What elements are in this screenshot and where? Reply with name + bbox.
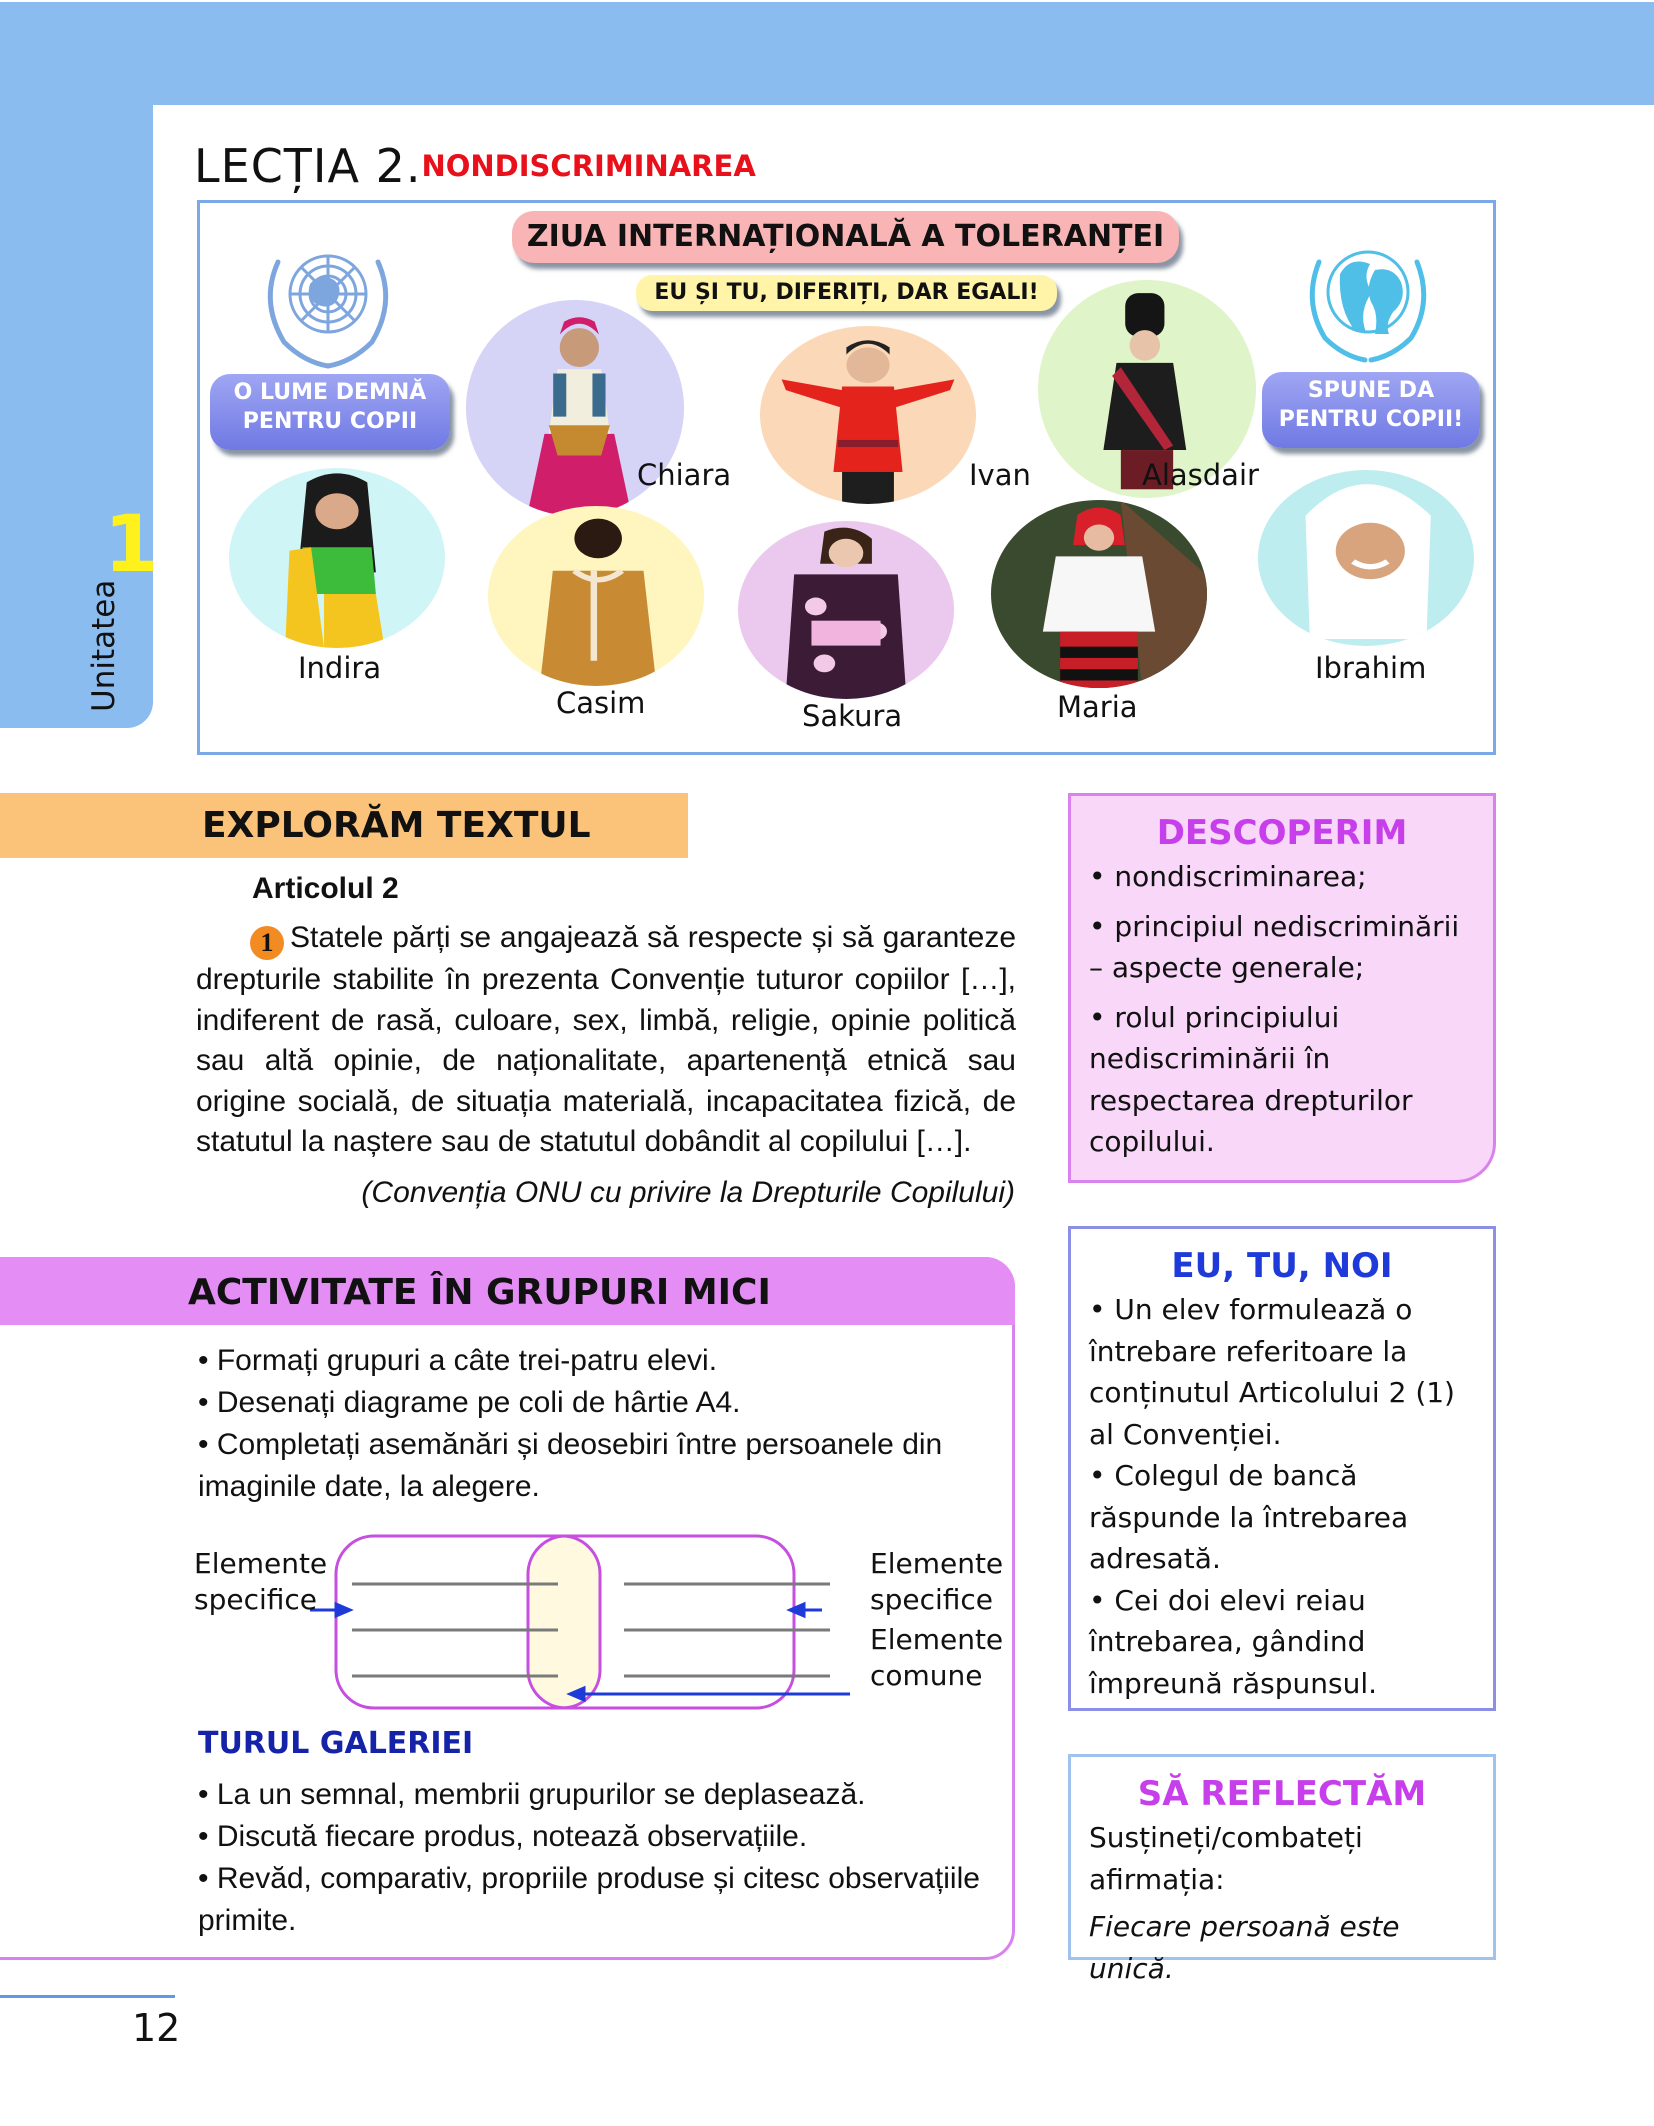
gallery-item: • Revăd, comparativ, propriile produse și citesc observațiile primite. bbox=[198, 1862, 980, 1937]
eu-tu-noi-list bbox=[1089, 1289, 1475, 1704]
eu-tu-noi-item: • Colegul de bancă răspunde la întrebarea adresată. bbox=[1089, 1459, 1409, 1575]
page-number: 12 bbox=[132, 2006, 181, 2050]
label-line: Elemente bbox=[194, 1547, 328, 1580]
reflect-quote: Fiecare persoană este unică. bbox=[1089, 1910, 1400, 1985]
activity-instructions bbox=[198, 1340, 998, 1508]
article-title: Articolul 2 bbox=[252, 872, 399, 905]
name-chiara: Chiara bbox=[637, 458, 732, 492]
discover-box bbox=[1068, 793, 1496, 1183]
name-sakura: Sakura bbox=[802, 699, 903, 733]
discover-item: • rolul principiului nediscriminării în respectarea drepturilor copilului. bbox=[1089, 1000, 1413, 1158]
activity-heading: ACTIVITATE ÎN GRUPURI MICI bbox=[188, 1272, 771, 1313]
paragraph-number-badge: 1 bbox=[250, 926, 284, 960]
eu-tu-noi-heading: EU, TU, NOI bbox=[1171, 1246, 1393, 1286]
article-paragraph: Statele părți se angajează să respecte și să garanteze drepturile stabilite în prezenta Convenție tuturor copiilor […], indiferent de rasă, culoare, sex, limbă, religie, opinie politică sau altă opinie, de naționalitate, apartenență etnică sau origine socială, de situația materială, incapacitatea fizică, de statutul la naștere sau de statutul dobândit al copilului […]. bbox=[196, 921, 1016, 1158]
tolerance-day-banner: ZIUA INTERNAȚIONALĂ A TOLERANȚEI bbox=[512, 211, 1179, 263]
name-maria: Maria bbox=[1057, 690, 1138, 724]
eu-tu-noi-box bbox=[1068, 1226, 1496, 1711]
eu-tu-noi-item: • Cei doi elevi reiau întrebarea, gândind împreună răspunsul. bbox=[1089, 1583, 1378, 1700]
unicef-emblem-icon bbox=[1295, 234, 1441, 364]
eu-tu-noi-item: • Un elev formulează o întrebare referitoare la conținutul Articolului 2 (1) al Convenției. bbox=[1089, 1293, 1455, 1451]
say-yes-for-children-badge bbox=[1262, 372, 1480, 448]
article-text bbox=[196, 918, 1016, 1163]
gallery-instructions bbox=[198, 1774, 998, 1942]
reflect-heading: SĂ REFLECTĂM bbox=[1137, 1774, 1427, 1814]
name-ivan: Ivan bbox=[969, 458, 1031, 492]
un-emblem-icon bbox=[248, 232, 408, 372]
label-line: Elemente bbox=[870, 1623, 1004, 1656]
left-specific-label bbox=[194, 1546, 327, 1618]
equality-slogan-banner: EU ȘI TU, DIFERIȚI, DAR EGALI! bbox=[636, 275, 1057, 311]
label-line: specifice bbox=[194, 1583, 318, 1616]
lesson-name: NONDISCRIMINAREA bbox=[421, 149, 756, 183]
portrait-maria bbox=[991, 500, 1207, 688]
portrait-casim bbox=[488, 506, 704, 686]
footer-rule bbox=[0, 1995, 175, 1998]
lesson-prefix: LECȚIA 2. bbox=[194, 139, 422, 193]
discover-heading: DESCOPERIM bbox=[1156, 813, 1408, 853]
article-source: (Convenția ONU cu privire la Drepturile Copilului) bbox=[361, 1176, 1015, 1209]
gallery-item: • Discută fiecare produs, notează observațiile. bbox=[198, 1820, 808, 1853]
reflect-prompt: Susțineți/combateți afirmația: bbox=[1089, 1821, 1363, 1896]
activity-item: • Completați asemănări și deosebiri între persoanele din imaginile date, la alegere. bbox=[198, 1428, 943, 1503]
activity-item: • Desenați diagrame pe coli de hârtie A4. bbox=[198, 1386, 741, 1419]
explore-heading: EXPLORĂM TEXTUL bbox=[202, 805, 591, 846]
activity-item: • Formați grupuri a câte trei-patru elevi. bbox=[198, 1344, 718, 1377]
label-line: comune bbox=[870, 1659, 983, 1692]
name-casim: Casim bbox=[556, 686, 646, 720]
unit-tab bbox=[0, 2, 153, 728]
common-elements-label bbox=[870, 1622, 1003, 1694]
label-line: Elemente bbox=[870, 1547, 1004, 1580]
badge-line-2: PENTRU COPII bbox=[242, 409, 418, 434]
name-ibrahim: Ibrahim bbox=[1315, 651, 1427, 685]
world-fit-for-children-badge bbox=[210, 374, 450, 450]
venn-diagram bbox=[190, 1528, 1010, 1718]
name-alasdair: Alasdair bbox=[1142, 458, 1259, 492]
portrait-ivan bbox=[760, 326, 976, 504]
label-line: specifice bbox=[870, 1583, 994, 1616]
portrait-ibrahim bbox=[1258, 470, 1474, 646]
unit-number: 1 bbox=[104, 500, 159, 590]
badge-line-1: SPUNE DA bbox=[1307, 378, 1435, 403]
portrait-sakura bbox=[738, 521, 954, 699]
badge-line-1: O LUME DEMNĂ bbox=[233, 380, 427, 405]
right-specific-label bbox=[870, 1546, 1003, 1618]
discover-item: • principiul nediscriminării – aspecte generale; bbox=[1089, 909, 1460, 984]
reflect-box bbox=[1068, 1754, 1496, 1985]
header-band bbox=[153, 2, 1654, 105]
unit-label: Unitatea bbox=[86, 579, 122, 712]
badge-line-2: PENTRU COPII! bbox=[1278, 407, 1464, 432]
portrait-indira bbox=[229, 468, 445, 648]
lesson-title bbox=[194, 138, 756, 194]
gallery-item: • La un semnal, membrii grupurilor se deplasează. bbox=[198, 1778, 866, 1811]
discover-item: • nondiscriminarea; bbox=[1089, 860, 1367, 893]
name-indira: Indira bbox=[298, 651, 382, 685]
gallery-heading: TURUL GALERIEI bbox=[198, 1726, 474, 1761]
discover-list bbox=[1089, 856, 1475, 1163]
